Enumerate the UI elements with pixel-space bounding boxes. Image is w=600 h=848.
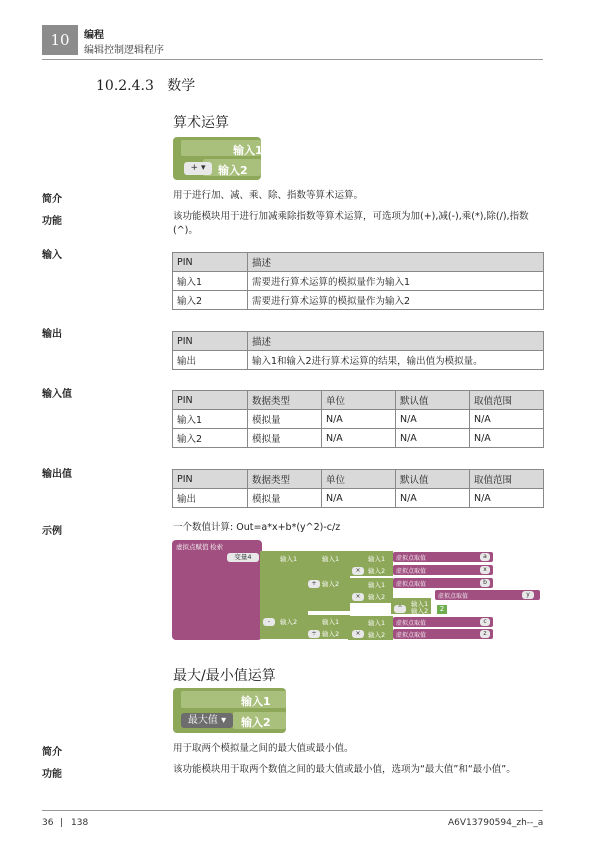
blk-in1: 输入1	[280, 555, 298, 563]
blk-in1: 输入1	[322, 618, 340, 626]
arith-output-table	[172, 331, 544, 370]
minmax-mode-dropdown[interactable]: 最大值 ▾	[181, 713, 233, 728]
minmax-block	[173, 688, 288, 733]
cell: 输入1和输入2进行算术运算的结果，输出值为模拟量。	[248, 351, 544, 370]
cell: 需要进行算术运算的模拟量作为输入2	[248, 291, 544, 310]
blk-in1: 输入1	[368, 619, 386, 627]
var-y: y	[522, 591, 534, 599]
cell: N/A	[396, 429, 470, 448]
section-title: 数学	[167, 78, 196, 94]
th: 默认值	[396, 470, 470, 489]
get-label: 虚拟点取值	[396, 555, 427, 562]
set-block-label: 虚拟点赋值	[176, 543, 209, 551]
arith-block-input1: 输入1	[233, 144, 263, 157]
minmax-function-text: 该功能模块用于取两个数值之间的最大值或最小值，选项为“最大值”和“最小值”。	[173, 764, 516, 775]
header-divider	[42, 59, 543, 60]
arith-operator-dropdown[interactable]: + ▾	[184, 162, 212, 175]
var-c: c	[480, 618, 490, 626]
th-desc: 描述	[248, 253, 544, 272]
blk-in2: 输入2	[411, 607, 429, 615]
get-label: 虚拟点取值	[396, 568, 427, 575]
blk-in1: 输入1	[322, 555, 340, 563]
var-a: a	[480, 553, 490, 561]
page-number: 36	[42, 818, 54, 828]
table-row	[173, 410, 544, 429]
arith-input-table	[172, 252, 544, 310]
page-sep: |	[60, 818, 64, 828]
arith-output-label: 输出	[42, 329, 62, 340]
blk-in2: 输入2	[368, 631, 386, 639]
arith-input-value-table	[172, 390, 544, 448]
table-row	[173, 291, 544, 310]
op-plus: +	[308, 580, 320, 588]
cell: 输出	[173, 489, 248, 508]
minmax-mode: 最大值	[187, 715, 218, 726]
var-x: x	[480, 566, 490, 574]
arith-block-input2: 输入2	[218, 164, 248, 177]
minmax-intro-text: 用于取两个模拟量之间的最大值或最小值。	[173, 743, 354, 754]
var-b: b	[480, 579, 490, 587]
cell: N/A	[396, 410, 470, 429]
th: 数据类型	[248, 391, 322, 410]
th: 单位	[322, 391, 396, 410]
op-mul: ×	[352, 630, 364, 638]
th: 单位	[322, 470, 396, 489]
cell: 输出	[173, 351, 248, 370]
set-block-search: 检索	[210, 543, 223, 551]
section-subtitle: 编辑控制逻辑程序	[84, 45, 164, 56]
arith-intro-text: 用于进行加、减、乘、除、指数等算术运算。	[173, 190, 364, 201]
minmax-block-input1: 输入1	[241, 695, 271, 708]
chapter-title: 编程	[84, 30, 104, 41]
op-pow: ^	[394, 605, 406, 613]
cell: 需要进行算术运算的模拟量作为输入1	[248, 272, 544, 291]
arith-example-text: 一个数值计算: Out=a*x+b*(y^2)-c/z	[173, 522, 341, 533]
th: PIN	[173, 470, 248, 489]
table-row	[173, 489, 544, 508]
cell: N/A	[322, 410, 396, 429]
op-mul: ×	[352, 567, 364, 575]
cell: N/A	[470, 429, 544, 448]
cell: 输入2	[173, 291, 248, 310]
arith-output-value-table	[172, 469, 544, 508]
get-label: 虚拟点取值	[438, 593, 469, 600]
arith-output-value-label: 输出值	[42, 469, 72, 480]
table-row	[173, 429, 544, 448]
chapter-number-badge: 10	[42, 25, 78, 55]
arith-intro-label: 简介	[42, 194, 62, 205]
section-number: 10.2.4.3	[96, 78, 154, 94]
minmax-function-label: 功能	[42, 769, 62, 780]
table-row	[173, 351, 544, 370]
minmax-block-input2: 输入2	[241, 716, 271, 729]
cell: N/A	[322, 429, 396, 448]
blk-in1: 输入1	[368, 555, 386, 563]
minmax-title: 最大/最小值运算	[173, 668, 276, 684]
cell: 输入1	[173, 272, 248, 291]
op-mul: ×	[352, 593, 364, 601]
example-block-diagram	[172, 540, 542, 640]
blk-in1: 输入1	[368, 581, 386, 589]
arith-example-label: 示例	[42, 526, 62, 537]
arith-title: 算术运算	[173, 115, 229, 131]
th: 数据类型	[248, 470, 322, 489]
blk-in2: 输入2	[368, 567, 386, 575]
get-label: 虚拟点取值	[396, 632, 427, 639]
th-desc: 描述	[248, 332, 544, 351]
cell: 模拟量	[248, 410, 322, 429]
arith-input-label: 输入	[42, 250, 62, 261]
arith-block	[173, 137, 263, 180]
th: 默认值	[396, 391, 470, 410]
cell: N/A	[470, 410, 544, 429]
cell: 输入1	[173, 410, 248, 429]
section-heading	[96, 75, 195, 95]
cell: 输入2	[173, 429, 248, 448]
th-pin: PIN	[173, 332, 248, 351]
th: 取值范围	[470, 391, 544, 410]
arith-input-value-label: 输入值	[42, 389, 72, 400]
blk-in1: 输入1	[411, 600, 429, 608]
op-div: ÷	[308, 630, 320, 638]
arith-operator: +	[190, 163, 199, 173]
blk-in2: 输入2	[322, 580, 340, 588]
cell: 模拟量	[248, 489, 322, 508]
const-two: 2	[437, 605, 447, 614]
arith-function-label: 功能	[42, 216, 62, 227]
th: PIN	[173, 391, 248, 410]
op-minus: -	[263, 618, 275, 626]
th-pin: PIN	[173, 253, 248, 272]
cell: 模拟量	[248, 429, 322, 448]
var-z: z	[480, 630, 490, 638]
th: 取值范围	[470, 470, 544, 489]
set-block-var: 变量4	[227, 553, 259, 562]
doc-id: A6V13790594_zh--_a	[448, 818, 544, 828]
get-label: 虚拟点取值	[396, 620, 427, 627]
get-label: 虚拟点取值	[396, 581, 427, 588]
cell: N/A	[396, 489, 470, 508]
table-row	[173, 272, 544, 291]
footer-divider	[42, 810, 543, 811]
blk-in2: 输入2	[280, 618, 298, 626]
cell: N/A	[322, 489, 396, 508]
page-total: 138	[71, 818, 89, 828]
minmax-intro-label: 简介	[42, 747, 62, 758]
arith-function-text: 该功能模块用于进行加减乘除指数等算术运算，可选项为加(+),减(-),乘(*),除(/),指数(^)。	[173, 211, 529, 236]
blk-in2: 输入2	[368, 593, 386, 601]
cell: N/A	[470, 489, 544, 508]
blk-in2: 输入2	[322, 630, 340, 638]
